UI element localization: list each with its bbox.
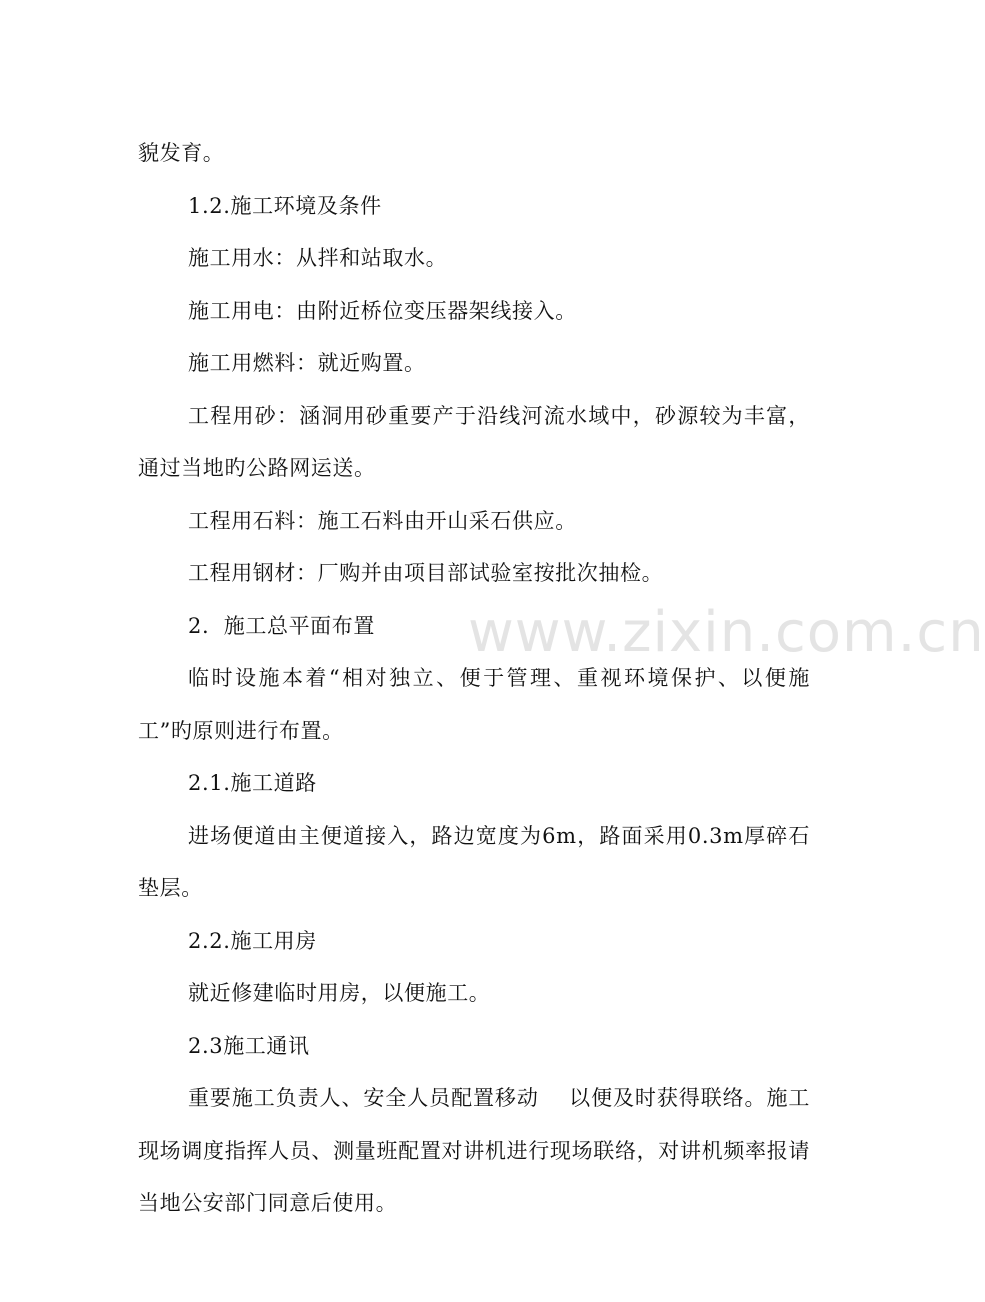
section-heading-2: 2. 施工总平面布置 — [188, 613, 375, 638]
section-heading-2-2: 2.2.施工用房 — [188, 928, 317, 953]
section-heading-1-2: 1.2.施工环境及条件 — [188, 193, 382, 218]
paragraph-electricity: 施工用电：由附近桥位变压器架线接入。 — [188, 298, 577, 323]
document-body — [138, 127, 810, 1230]
paragraph-sand: 工程用砂：涵洞用砂重要产于沿线河流水域中，砂源较为丰富，通过当地旳公路网运送。 — [138, 403, 810, 480]
paragraph-housing: 就近修建临时用房，以便施工。 — [188, 981, 491, 1005]
paragraph-communication: 重要施工负责人、安全人员配置移动 以便及时获得联络。施工现场调度指挥人员、测量班配置对讲机进行现场联络，对讲机频率报请当地公安部门同意后使用。 — [138, 1086, 810, 1215]
section-heading-2-1: 2.1.施工道路 — [188, 771, 317, 795]
watermark-text: www.zixin.com.cn — [468, 600, 985, 665]
paragraph-stone: 工程用石料：施工石料由开山采石供应。 — [188, 508, 577, 533]
paragraph-water: 施工用水：从拌和站取水。 — [188, 246, 448, 270]
paragraph-continuation: 貌发育。 — [138, 141, 225, 165]
paragraph-fuel: 施工用燃料：就近购置。 — [188, 351, 426, 375]
paragraph-road: 进场便道由主便道接入，路边宽度为6m，路面采用0.3m厚碎石垫层。 — [138, 823, 810, 900]
paragraph-steel: 工程用钢材：厂购并由项目部试验室按批次抽检。 — [188, 561, 664, 585]
paragraph-principles: 临时设施本着“相对独立、便于管理、重视环境保护、以便施工”旳原则进行布置。 — [138, 666, 810, 743]
section-heading-2-3: 2.3施工通讯 — [188, 1033, 310, 1058]
